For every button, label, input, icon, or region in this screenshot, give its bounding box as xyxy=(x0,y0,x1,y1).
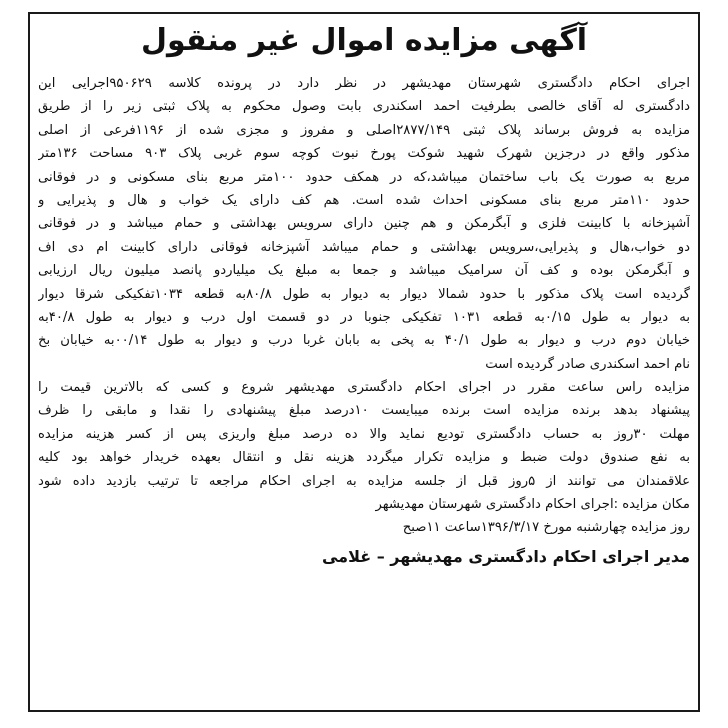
body-line: مهلت ۳۰روز به حساب دادگستری تودیع نماید والا ده درصد مبلغ واریزی پس از کسر هزینه مزایده xyxy=(38,426,690,442)
notice-body xyxy=(38,72,690,540)
body-line: مزایده راس ساعت مقرر در اجرای احکام دادگستری مهدیشهر شروع و کسی که بالاترین قیمت را xyxy=(38,380,690,396)
body-line: اجرای احکام دادگستری شهرستان مهدیشهر در نظر دارد در پرونده کلاسه ۹۵۰۶۲۹اجرایی این xyxy=(38,76,690,91)
body-line: نام احمد اسکندری صادر گردیده است xyxy=(485,356,690,372)
body-line: خیابان دوم درب و دیوار به طول ۴۰/۱ به پخی به بابان غربا درب و دیوار به طول ۰۰/۱۴به خیابان بخ xyxy=(38,333,690,349)
notice-signature: مدیر اجرای احکام دادگستری مهدیشهر – غلامی xyxy=(321,546,690,566)
body-line: به نفع صندوق دولت ضبط و مزایده تکرار میگردد هزینه نقل و انتقال بعهده خریدار خواهد بود کلیه xyxy=(38,450,690,466)
body-line: مربع به صورت یک باب ساختمان میباشد،که در همکف حدود ۱۰۰متر مربع بنای مسکونی و در فوقانی xyxy=(38,169,690,185)
body-line: دو خواب،هال و پذیرایی،سرویس بهداشتی و حمام میباشد آشپزخانه فوقانی دارای کابینت ام دی اف xyxy=(38,239,690,255)
body-line: مزایده به فروش برساند پلاک ثبتی ۲۸۷۷/۱۴۹اصلی و مفروز و مجزی شده از ۱۱۹۶فرعی از اصلی xyxy=(38,122,690,138)
body-line: روز مزایده چهارشنبه مورخ ۱۳۹۶/۳/۱۷ساعت ۱۱صبح xyxy=(402,520,690,536)
body-line: آشپزخانه با کابینت فلزی و آبگرمکن و هم چنین دارای سرویس بهداشتی و حمام میباشد و در فوقانی xyxy=(38,216,690,232)
body-line: علاقمندان می توانند از ۵روز قبل از جلسه مزایده به اجرای احکام مراجعه تا ترتیب بازدید داده شود xyxy=(38,473,690,489)
notice-frame xyxy=(28,12,700,712)
body-line: مذکور واقع در درجزین شهرک شهید شوکت پورخ نبوت کوچه سوم غربی پلاک ۹۰۳ مساحت ۱۳۶متر xyxy=(38,146,690,162)
body-line: مکان مزایده :اجرای احکام دادگستری شهرستان مهدیشهر xyxy=(375,497,690,513)
body-line: حدود ۱۱۰متر مربع بنای مسکونی احداث شده است. هم کف دارای یک خواب و هال و پذیرایی و xyxy=(38,192,690,208)
body-line: و آبگرمکن بوده و کف آن سرامیک میباشد و جمعا به مبلغ یک میلیاردو پانصد میلیون ریال ارزیابی xyxy=(38,263,690,279)
body-line: به دیوار به طول ۰/۱۵به قطعه ۱۰۳۱ تفکیکی جنوبا در دو قسمت اول درب و دیوار به طول ۴۰/۸به xyxy=(38,309,690,325)
body-line: گردیده است پلاک مذکور با حدود شمالا دیوار به دیوار به طول ۸۰/۸به قطعه ۱۰۳۴تفکیکی شرقا دیوار xyxy=(38,286,690,302)
body-line: دادگستری له آقای خالصی بطرفیت احمد اسکندری بابت وصول محکوم به پلاک ثبتی زیر را از طریق xyxy=(38,99,690,115)
body-line: پیشنهاد بدهد برنده مزایده است برنده میبایست ۱۰درصد مبلغ پیشنهادی را نقدا و مابقی را ظرف xyxy=(38,403,690,419)
notice-title: آگهی مزایده اموال غیر منقول xyxy=(140,23,588,58)
